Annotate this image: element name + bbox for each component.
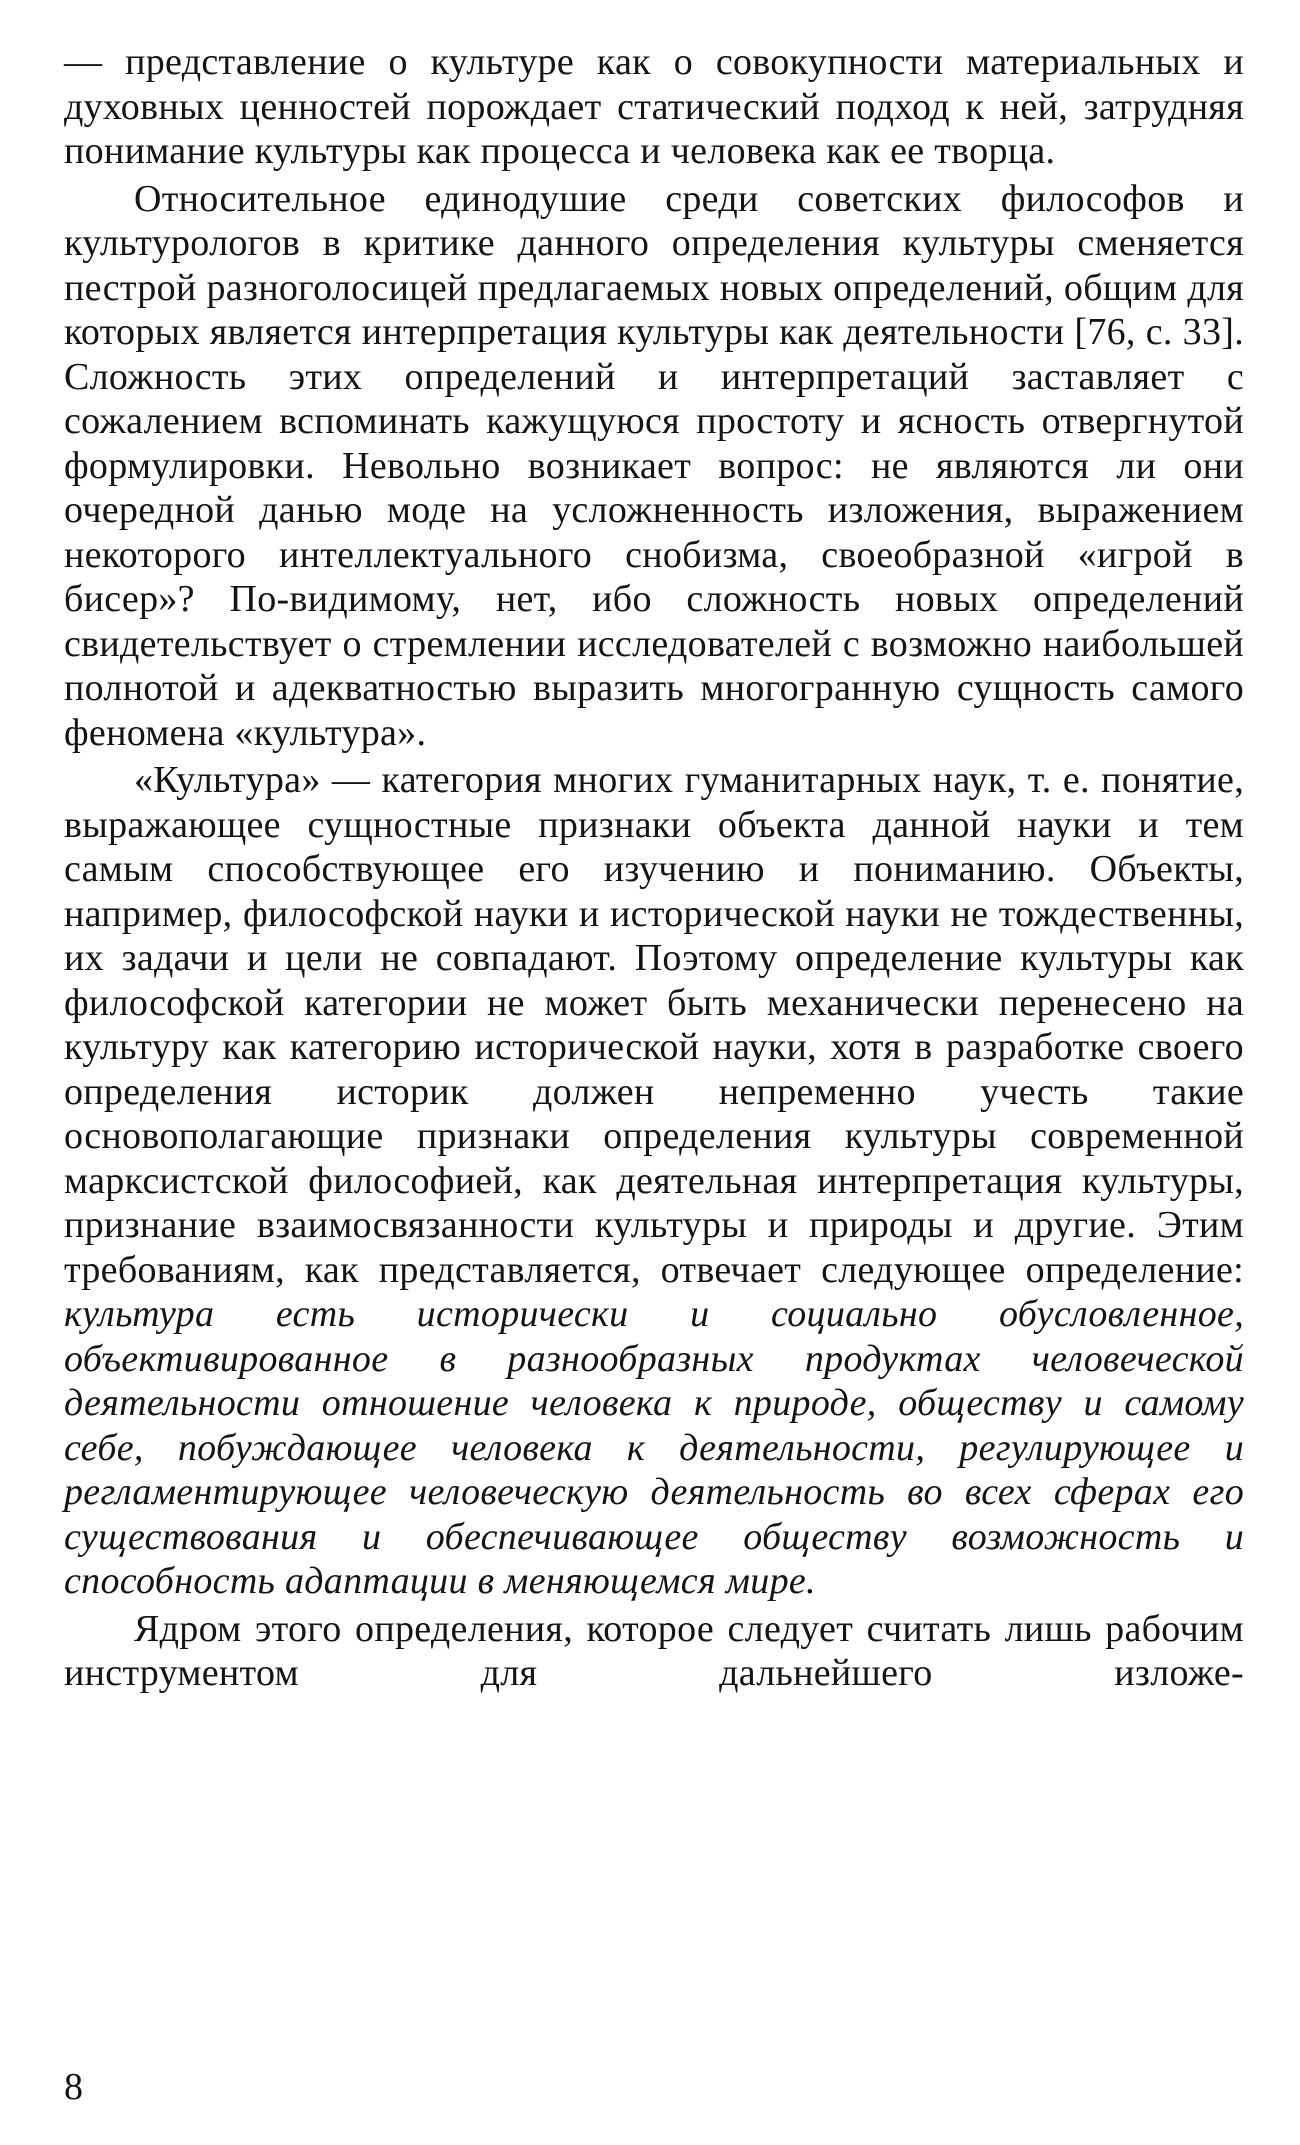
page-number: 8 (64, 2066, 83, 2108)
paragraph-2: Относительное единодушие среди советских философов и культурологов в критике данного определения культуры сменяется пестрой разноголосицей предлагаемых новых определений, общим для которых является интерпретация культуры как деятельности [76, с. 33]. Сложность этих определений и интерпретаций заставляет с сожалением вспоминать кажущуюся простоту и ясность отвергнутой формулировки. Невольно возникает вопрос: не являются ли они очередной данью моде на усложненность изложения, выражением некоторого интеллектуального снобизма, своеобразной «игрой в бисер»? По-видимому, нет, ибо сложность новых определений свидетельствует о стремлении исследователей с возможно наибольшей полнотой и адекватностью выразить многогранную сущность самого феномена «культура». (64, 177, 1244, 754)
culture-definition: культура есть исторически и социально обусловленное, объективированное в разнообразных продуктах человеческой деятельности отношение человека к природе, обществу и самому себе, побуждающее человека к деятельности, регулирующее и регламентирующее человеческую деятельность во всех сферах его существования и обеспечивающее обществу возможность и способность адаптации в меняющемся мире. (64, 1293, 1244, 1602)
page-text-block (64, 40, 1244, 1696)
paragraph-3-text: «Культура» — категория многих гуманитарных наук, т. е. понятие, выражающее сущностные признаки объекта данной науки и тем самым способствующее его изучению и пониманию. Объекты, например, философской науки и исторической науки не тождественны, их задачи и цели не совпадают. Поэтому определение культуры как философской категории не может быть механически перенесено на культуру как категорию исторической науки, хотя в разработке своего определения историк должен непременно учесть такие основополагающие признаки определения культуры современной марксистской философией, как деятельная интерпретация культуры, признание взаимосвязанности культуры и природы и другие. Этим требованиям, как представляется, отвечает следующее определение: (64, 759, 1244, 1291)
paragraph-1: — представление о культуре как о совокупности материальных и духовных ценностей порождает статический подход к ней, затрудняя понимание культуры как процесса и человека как ее творца. (64, 41, 1244, 172)
paragraph-4: Ядром этого определения, которое следует считать лишь рабочим инструментом для дальнейшего изложе- (64, 1607, 1244, 1694)
paragraph-3 (64, 758, 1244, 1604)
